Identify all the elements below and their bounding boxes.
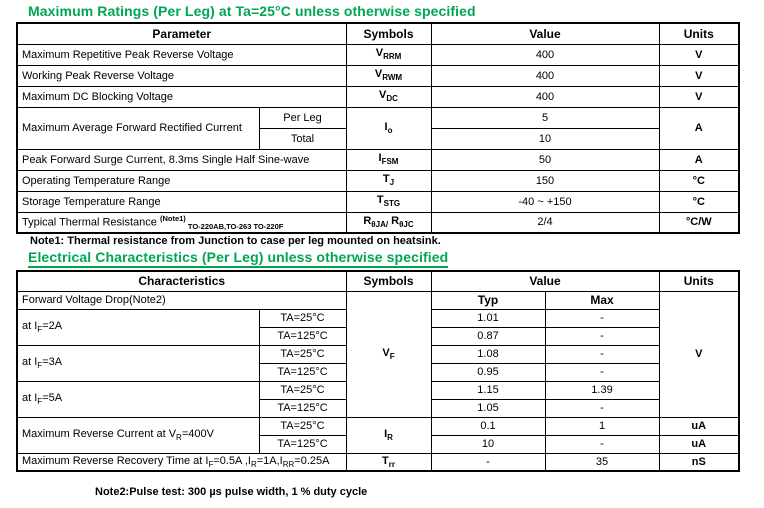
characteristic-cell bbox=[17, 309, 259, 345]
typ-value-cell: 0.87 bbox=[431, 327, 545, 345]
parameter-cell: Maximum DC Blocking Voltage bbox=[17, 86, 346, 107]
table-row bbox=[17, 453, 739, 471]
symbol-cell bbox=[346, 44, 431, 65]
symbol-cell bbox=[346, 191, 431, 212]
units-cell: V bbox=[659, 291, 739, 417]
note-ref-sup: (Note1) bbox=[159, 213, 186, 223]
characteristic-text: =0.5A ,I bbox=[213, 454, 251, 467]
condition-cell: TA=125°C bbox=[259, 363, 346, 381]
condition-cell: TA=125°C bbox=[259, 399, 346, 417]
table-row bbox=[17, 86, 739, 107]
units-header: Units bbox=[659, 271, 739, 291]
parameter-header: Parameter bbox=[17, 23, 346, 44]
symbol-cell bbox=[346, 212, 431, 233]
characteristic-cell bbox=[17, 417, 259, 453]
symbol-sub: RRM bbox=[383, 52, 402, 62]
symbol-cell bbox=[346, 453, 431, 471]
units-cell: V bbox=[659, 65, 739, 86]
characteristic-cell bbox=[17, 345, 259, 381]
note2-text: Note2:Pulse test: 300 µs pulse width, 1 % duty cycle bbox=[95, 486, 368, 498]
condition-cell: TA=25°C bbox=[259, 381, 346, 399]
parameter-cell bbox=[17, 212, 346, 233]
units-cell: °C/W bbox=[659, 212, 739, 233]
characteristic-sub: F bbox=[37, 397, 43, 407]
max-value-cell: - bbox=[545, 327, 659, 345]
characteristic-text: Maximum Reverse Current at V bbox=[22, 427, 177, 440]
typ-value-cell: 1.01 bbox=[431, 309, 545, 327]
value-cell: 2/4 bbox=[431, 212, 659, 233]
symbol-sub: STG bbox=[383, 199, 401, 209]
symbol-cell bbox=[346, 86, 431, 107]
parameter-text: Typical Thermal Resistance bbox=[22, 216, 160, 229]
symbol-base: V bbox=[375, 47, 384, 60]
units-cell: A bbox=[659, 149, 739, 170]
characteristic-text: Maximum Reverse Recovery Time at I bbox=[22, 454, 209, 467]
characteristic-cell: Forward Voltage Drop(Note2) bbox=[17, 291, 346, 309]
electrical-characteristics-title: Electrical Characteristics (Per Leg) unless otherwise specified bbox=[28, 249, 448, 268]
max-subheader: Max bbox=[545, 291, 659, 309]
max-value-cell: - bbox=[545, 363, 659, 381]
symbol-base: T bbox=[382, 173, 390, 186]
typ-value-cell: 0.1 bbox=[431, 417, 545, 435]
value-cell: 10 bbox=[431, 128, 659, 149]
units-cell: nS bbox=[659, 453, 739, 471]
symbol-base: I bbox=[384, 427, 388, 440]
symbol-sub: R bbox=[387, 433, 393, 443]
value-cell: 5 bbox=[431, 107, 659, 128]
symbol-cell bbox=[346, 417, 431, 453]
characteristic-sub: F bbox=[208, 459, 214, 469]
symbol-base: V bbox=[379, 89, 387, 102]
typ-value-cell: 0.95 bbox=[431, 363, 545, 381]
value-cell: 400 bbox=[431, 65, 659, 86]
symbol-base: T bbox=[376, 194, 384, 207]
characteristic-sub: F bbox=[37, 361, 43, 371]
parameter-cell: Maximum Repetitive Peak Reverse Voltage bbox=[17, 44, 346, 65]
electrical-characteristics-table bbox=[16, 270, 740, 472]
value-header: Value bbox=[431, 23, 659, 44]
symbol-cell bbox=[346, 170, 431, 191]
characteristic-sub: F bbox=[37, 325, 43, 335]
condition-cell: TA=25°C bbox=[259, 345, 346, 363]
symbol-sub: F bbox=[389, 352, 395, 362]
units-header: Units bbox=[659, 23, 739, 44]
units-cell: A bbox=[659, 107, 739, 149]
max-value-cell: 1 bbox=[545, 417, 659, 435]
characteristic-cell bbox=[17, 381, 259, 417]
max-ratings-table bbox=[16, 22, 740, 234]
parameter-cell: Working Peak Reverse Voltage bbox=[17, 65, 346, 86]
symbol-cell bbox=[346, 107, 431, 149]
condition-cell: TA=125°C bbox=[259, 435, 346, 453]
value-cell: 400 bbox=[431, 86, 659, 107]
table-row bbox=[17, 44, 739, 65]
package-list-sub: TO-220AB,TO-263 TO-220F bbox=[185, 221, 284, 231]
value-cell: 50 bbox=[431, 149, 659, 170]
max-value-cell: - bbox=[545, 309, 659, 327]
symbol-cell bbox=[346, 291, 431, 417]
value-header: Value bbox=[431, 271, 659, 291]
parameter-cell: Operating Temperature Range bbox=[17, 170, 346, 191]
table-row bbox=[17, 291, 739, 309]
units-cell: V bbox=[659, 44, 739, 65]
symbol-base: I bbox=[378, 152, 382, 165]
symbol-sub: RWM bbox=[382, 73, 403, 83]
units-cell: uA bbox=[659, 417, 739, 435]
max-value-cell: - bbox=[545, 435, 659, 453]
characteristic-text: =1A,I bbox=[256, 454, 283, 467]
symbol-sub: FSM bbox=[381, 157, 399, 167]
symbol-cell bbox=[346, 65, 431, 86]
parameter-cell: Maximum Average Forward Rectified Current bbox=[17, 107, 259, 149]
symbol-sub: DC bbox=[386, 94, 398, 104]
characteristic-text: =3A bbox=[42, 355, 63, 368]
characteristic-text: =400V bbox=[181, 427, 214, 440]
max-value-cell: 1.39 bbox=[545, 381, 659, 399]
characteristic-text: =5A bbox=[42, 391, 63, 404]
characteristics-header: Characteristics bbox=[17, 271, 346, 291]
value-cell: 150 bbox=[431, 170, 659, 191]
max-ratings-title: Maximum Ratings (Per Leg) at Ta=25°C unless otherwise specified bbox=[28, 3, 476, 19]
characteristic-text: at I bbox=[22, 391, 38, 404]
table-row bbox=[17, 191, 739, 212]
table-row bbox=[17, 212, 739, 233]
note1-text: Note1: Thermal resistance from Junction to case per leg mounted on heatsink. bbox=[30, 235, 441, 247]
characteristic-cell bbox=[17, 453, 346, 471]
symbol-base: V bbox=[382, 346, 390, 359]
units-cell: uA bbox=[659, 435, 739, 453]
symbol-cell bbox=[346, 149, 431, 170]
max-value-cell: - bbox=[545, 345, 659, 363]
symbol-sub: rr bbox=[388, 459, 395, 469]
typ-subheader: Typ bbox=[431, 291, 545, 309]
characteristic-sub: R bbox=[250, 459, 257, 469]
table-row bbox=[17, 417, 739, 435]
symbol-sub: θJA/ bbox=[371, 220, 389, 230]
typ-value-cell: 1.15 bbox=[431, 381, 545, 399]
characteristic-text: =2A bbox=[42, 319, 63, 332]
characteristic-sub: R bbox=[176, 433, 182, 443]
condition-cell: TA=25°C bbox=[259, 309, 346, 327]
condition-cell: TA=125°C bbox=[259, 327, 346, 345]
typ-value-cell: 1.05 bbox=[431, 399, 545, 417]
characteristic-text: at I bbox=[22, 355, 38, 368]
table-row bbox=[17, 149, 739, 170]
symbol-base: V bbox=[374, 68, 383, 81]
value-cell: -40 ~ +150 bbox=[431, 191, 659, 212]
value-cell: 400 bbox=[431, 44, 659, 65]
units-cell: V bbox=[659, 86, 739, 107]
table-row bbox=[17, 107, 739, 128]
units-cell: °C bbox=[659, 170, 739, 191]
typ-value-cell: - bbox=[431, 453, 545, 471]
max-value-cell: - bbox=[545, 399, 659, 417]
max-value-cell: 35 bbox=[545, 453, 659, 471]
characteristic-sub: RR bbox=[282, 459, 295, 469]
characteristic-text: =0.25A bbox=[294, 454, 330, 467]
parameter-cell: Storage Temperature Range bbox=[17, 191, 346, 212]
table-row bbox=[17, 170, 739, 191]
symbol-sub: J bbox=[389, 178, 395, 188]
condition-cell: Per Leg bbox=[259, 107, 346, 128]
typ-value-cell: 10 bbox=[431, 435, 545, 453]
condition-cell: TA=25°C bbox=[259, 417, 346, 435]
table-header-row bbox=[17, 23, 739, 44]
symbols-header: Symbols bbox=[346, 23, 431, 44]
symbols-header: Symbols bbox=[346, 271, 431, 291]
characteristic-text: at I bbox=[22, 319, 38, 332]
units-cell: °C bbox=[659, 191, 739, 212]
symbol-sub: θJC bbox=[399, 220, 414, 230]
symbol-sub: o bbox=[387, 126, 393, 136]
condition-cell: Total bbox=[259, 128, 346, 149]
table-row bbox=[17, 65, 739, 86]
symbol-base: T bbox=[382, 454, 389, 467]
parameter-cell: Peak Forward Surge Current, 8.3ms Single Half Sine-wave bbox=[17, 149, 346, 170]
symbol-base: R bbox=[388, 215, 400, 228]
table-header-row bbox=[17, 271, 739, 291]
symbol-base: I bbox=[384, 120, 388, 133]
symbol-base: R bbox=[363, 215, 372, 228]
typ-value-cell: 1.08 bbox=[431, 345, 545, 363]
